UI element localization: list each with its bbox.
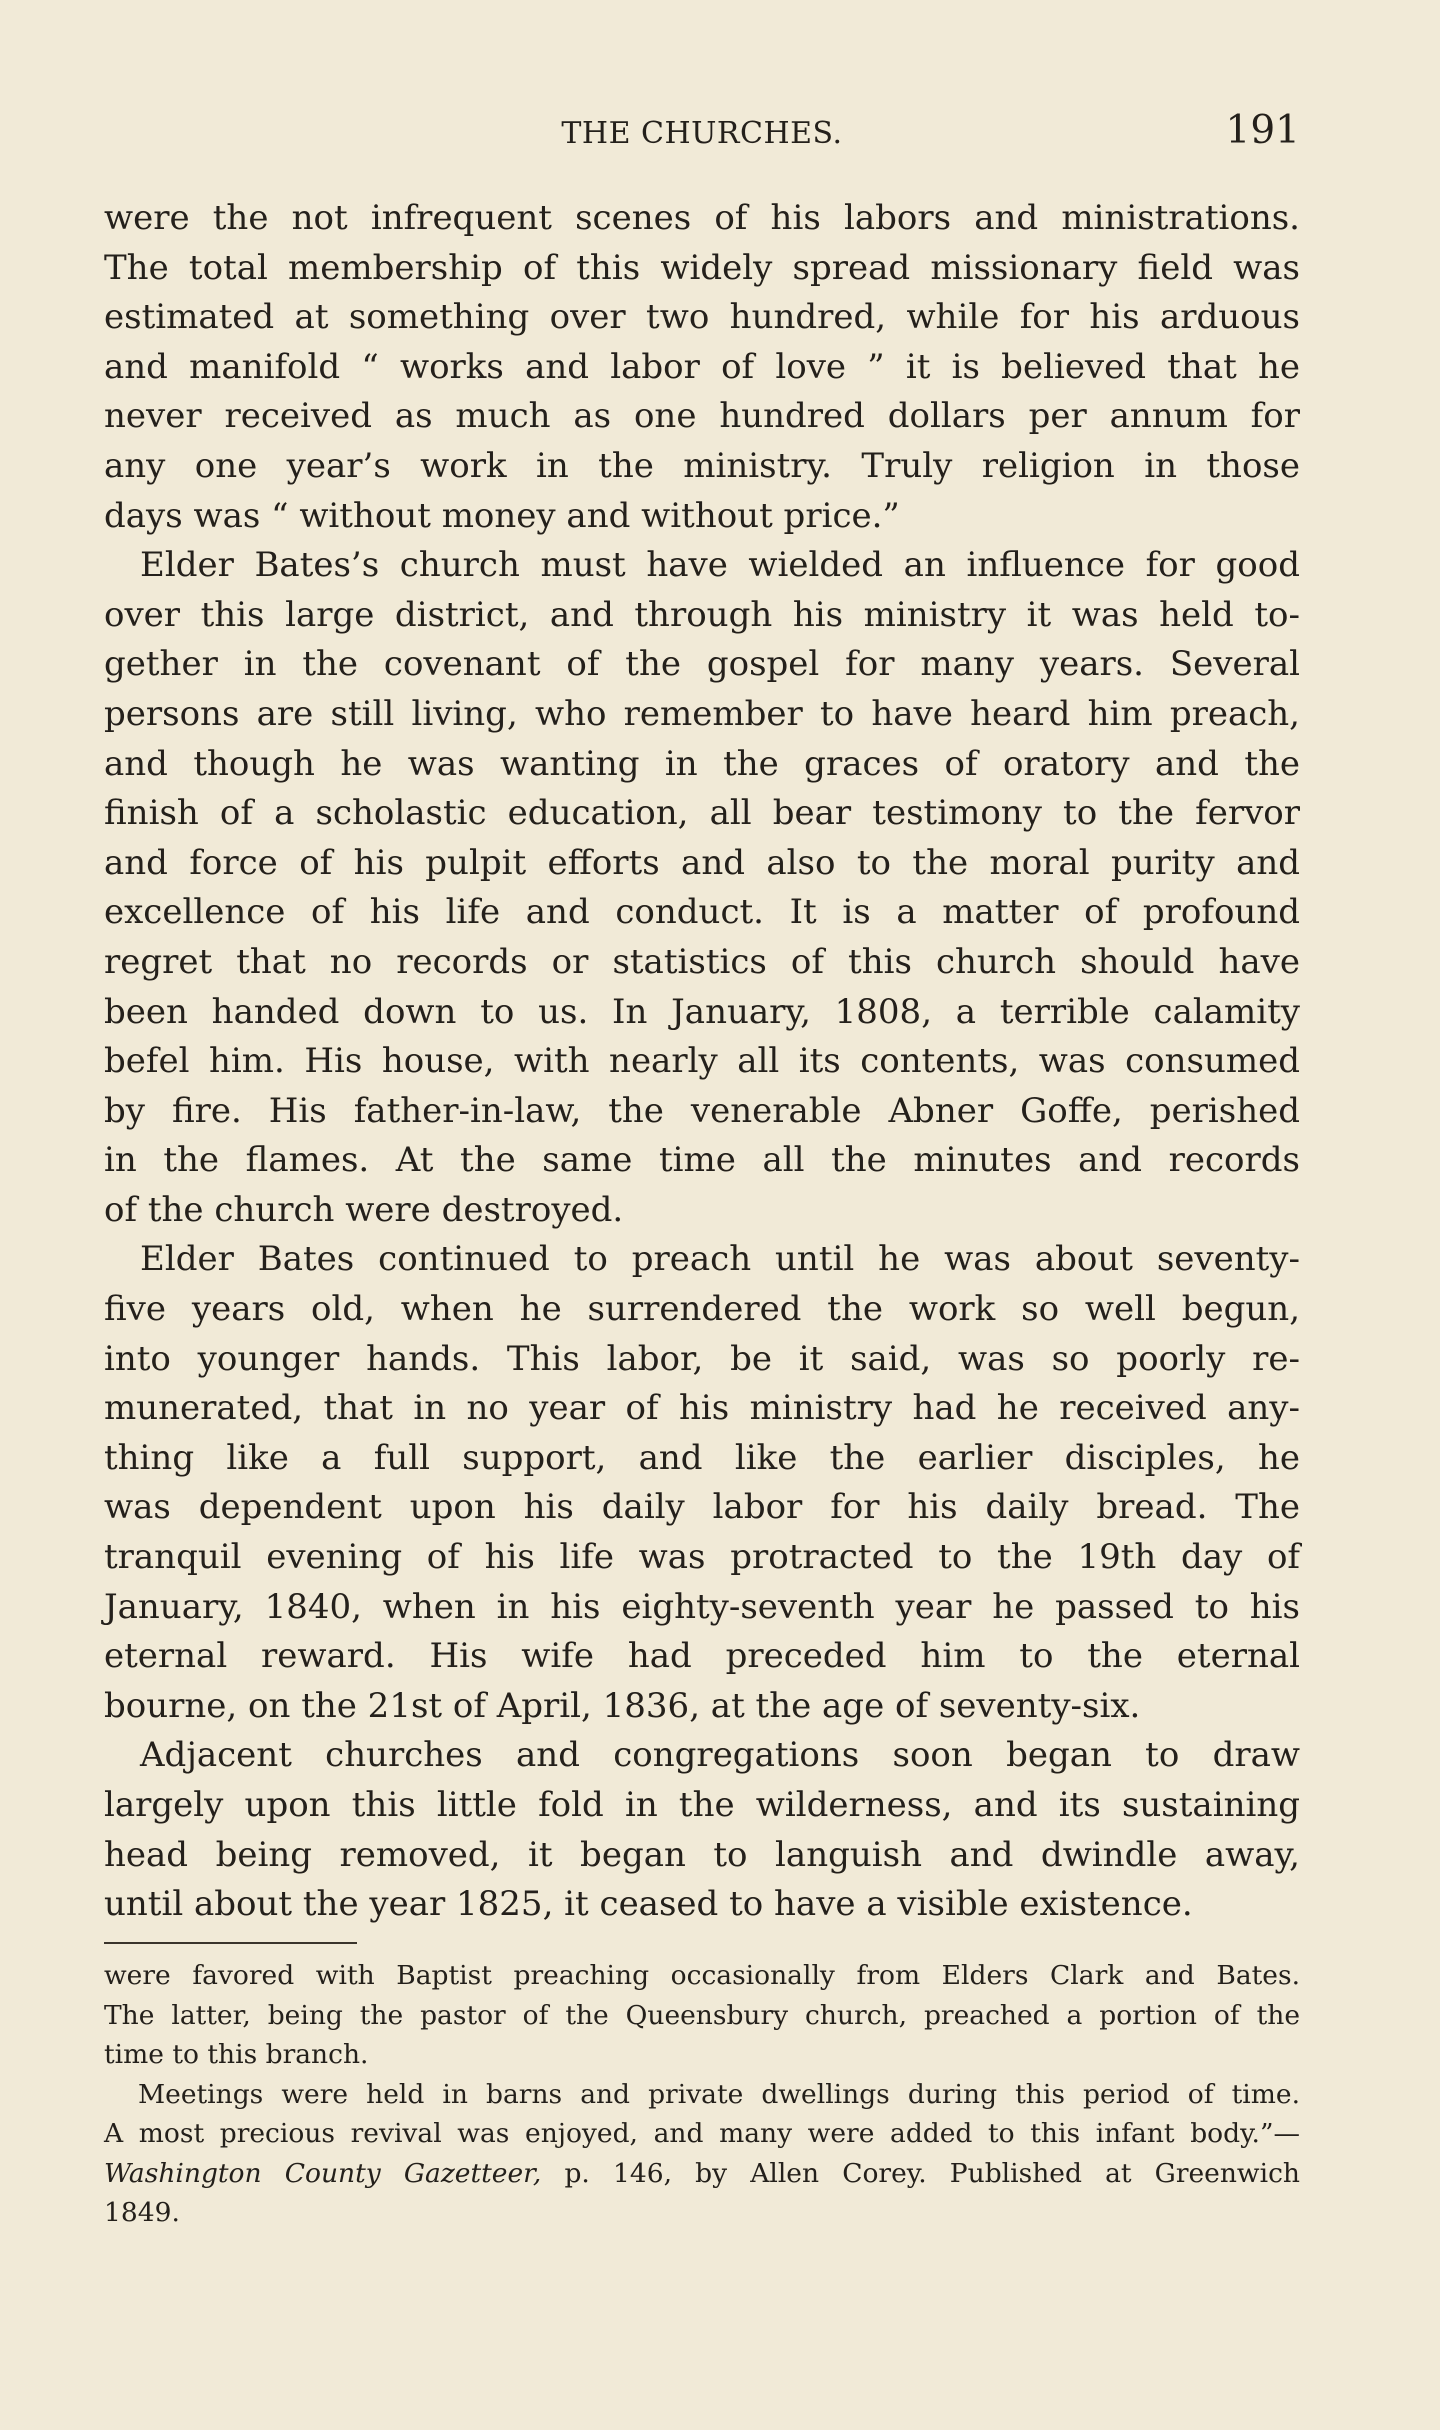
text-line: into younger hands. This labor, be it said, was so poorly re- xyxy=(104,1338,1300,1379)
gazetteer-citation: Washington County Gazetteer, xyxy=(104,2157,542,2189)
text-line: eternal reward. His wife had preceded him to the eternal xyxy=(104,1636,1300,1677)
text-line: by fire. His father-in-law, the venerable Abner Goffe, perished xyxy=(104,1090,1300,1131)
text-line: gether in the covenant of the gospel for many years. Several xyxy=(104,644,1300,685)
text-line: been handed down to us. In January, 1808, a terrible calamity xyxy=(104,991,1300,1032)
text-line: tranquil evening of his life was protracted to the 19th day of xyxy=(104,1537,1300,1578)
text-line: and force of his pulpit efforts and also to the moral purity and xyxy=(104,842,1300,883)
text-line: was dependent upon his daily labor for his daily bread. The xyxy=(104,1487,1300,1528)
footnote-line: time to this branch. xyxy=(104,2039,369,2070)
text-line: of the church were destroyed. xyxy=(104,1189,624,1230)
text-line: January, 1840, when in his eighty-seventh year he passed to his xyxy=(104,1586,1300,1627)
footnote-line: A most precious revival was enjoyed, and many were added to this infant body.”— xyxy=(104,2118,1300,2149)
footnote-line: Meetings were held in barns and private dwellings during this period of time. xyxy=(138,2078,1300,2110)
text-line: Elder Bates continued to preach until he was about seventy- xyxy=(140,1239,1300,1280)
footnote-line: were favored with Baptist preaching occasionally from Elders Clark and Bates. xyxy=(104,1960,1300,1991)
text-line: and manifold “ works and labor of love ” it is believed that he xyxy=(104,346,1300,387)
text-line: Adjacent churches and congregations soon began to draw xyxy=(140,1735,1300,1776)
text-line: thing like a full support, and like the earlier disciples, he xyxy=(104,1437,1300,1478)
text-line: Elder Bates’s church must have wielded an influence for good xyxy=(140,545,1300,586)
text-line: and though he was wanting in the graces of oratory and the xyxy=(104,743,1300,784)
text-line: any one year’s work in the ministry. Truly religion in those xyxy=(104,445,1300,486)
text-line: were the not infrequent scenes of his labors and ministrations. xyxy=(104,198,1300,238)
running-head xyxy=(104,108,1300,156)
text-line: over this large district, and through his ministry it was held to- xyxy=(104,594,1300,635)
text-line: never received as much as one hundred dollars per annum for xyxy=(104,396,1300,437)
text-line: estimated at something over two hundred, while for his arduous xyxy=(104,297,1300,338)
text-line: five years old, when he surrendered the work so well begun, xyxy=(104,1289,1300,1330)
footnote xyxy=(104,1956,1300,2233)
text-line: largely upon this little fold in the wilderness, and its sustaining xyxy=(104,1785,1300,1825)
citation-details: p. 146, by Allen Corey. Published at Greenwich xyxy=(541,2157,1300,2189)
footnote-line: 1849. xyxy=(104,2197,180,2228)
text-line: munerated, that in no year of his ministry had he received any- xyxy=(104,1388,1300,1429)
footnote-divider xyxy=(104,1942,357,1944)
text-line: until about the year 1825, it ceased to have a visible existence. xyxy=(104,1884,1193,1925)
text-line: excellence of his life and conduct. It is a matter of profound xyxy=(104,892,1300,933)
text-line: regret that no records or statistics of this church should have xyxy=(104,941,1300,982)
text-line: finish of a scholastic education, all bear testimony to the fervor xyxy=(104,793,1300,834)
text-line: bourne, on the 21st of April, 1836, at the age of seventy-six. xyxy=(104,1685,1141,1726)
text-line: head being removed, it began to languish and dwindle away, xyxy=(104,1834,1300,1875)
text-line: days was “ without money and without price.” xyxy=(104,495,900,536)
body-text xyxy=(104,194,1300,1930)
page-number: 191 xyxy=(1225,108,1300,153)
text-line: persons are still living, who remember to have heard him preach, xyxy=(104,693,1300,734)
text-line: in the flames. At the same time all the minutes and records xyxy=(104,1140,1300,1181)
running-title: THE CHURCHES. xyxy=(561,116,843,151)
footnote-citation-line xyxy=(104,2154,1300,2194)
text-line: befel him. His house, with nearly all its contents, was consumed xyxy=(104,1041,1300,1082)
footnote-line: The latter, being the pastor of the Queensbury church, preached a portion of the xyxy=(104,1999,1300,2031)
text-line: The total membership of this widely spread missionary field was xyxy=(104,247,1300,288)
